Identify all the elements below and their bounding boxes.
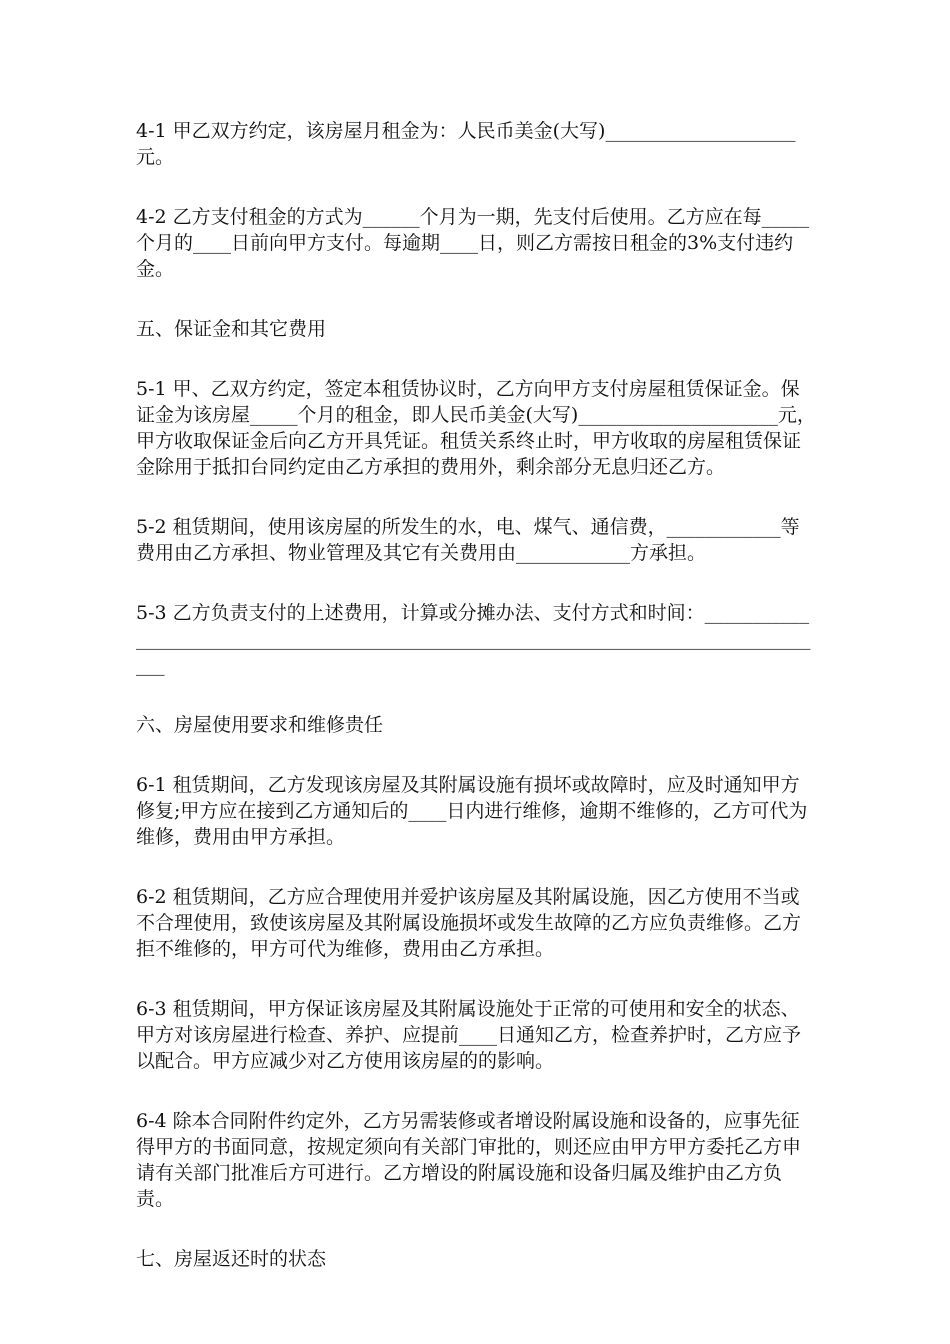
section-heading-5: 五、保证金和其它费用: [136, 318, 327, 340]
clause-5-1: 5-1 甲、乙双方约定，签定本租赁协议时，乙方向甲方支付房屋租赁保证金。保证金为该房屋_____个月的租金，即人民币美金(大写)_____________________元，甲方收取保证金后向乙方开具凭证。租赁关系终止时，甲方收取的房屋租赁保证金除用于抵扣台同约定由乙方承担的费用外，剩余部分无息归还乙方。: [136, 378, 816, 478]
section-heading-7: 七、房屋返还时的状态: [136, 1248, 327, 1270]
document-page: [136, 118, 816, 1306]
clause-6-1: 6-1 租赁期间，乙方发现该房屋及其附属设施有损坏或故障时，应及时通知甲方修复;甲方应在接到乙方通知后的____日内进行维修，逾期不维修的，乙方可代为维修，费用由甲方承担。: [136, 774, 808, 848]
clause-5-2: 5-2 租赁期间，使用该房屋的所发生的水，电、煤气、通信费，____________等费用由乙方承担、物业管理及其它有关费用由____________方承担。: [136, 516, 800, 564]
clause-6-3: 6-3 租赁期间，甲方保证该房屋及其附属设施处于正常的可使用和安全的状态、甲方对该房屋进行检查、养护、应提前____日通知乙方，检查养护时，乙方应予以配合。甲方应减少对乙方使用该房屋的的影响。: [136, 998, 802, 1072]
clause-6-4: 6-4 除本合同附件约定外，乙方另需装修或者增设附属设施和设备的，应事先征得甲方的书面同意，按规定须向有关部门审批的，则还应由甲方甲方委托乙方申请有关部门批准后方可进行。乙方增设的附属设施和设备归属及维护由乙方负责。: [136, 1110, 802, 1210]
clause-5-3: 5-3 乙方负责支付的上述费用，计算或分摊办法、支付方式和时间：_____________________________________________________________________________________: [136, 602, 811, 676]
clause-4-2: 4-2 乙方支付租金的方式为______个月为一期，先支付后使用。乙方应在每_____个月的____日前向甲方支付。每逾期____日，则乙方需按日租金的3%支付违约金。: [136, 206, 810, 280]
clause-4-1: 4-1 甲乙双方约定，该房屋月租金为：人民币美金(大写)____________________元。: [136, 120, 796, 168]
clause-6-2: 6-2 租赁期间，乙方应合理使用并爱护该房屋及其附属设施，因乙方使用不当或不合理使用，致使该房屋及其附属设施损坏或发生故障的乙方应负责维修。乙方拒不维修的，甲方可代为维修，费用由乙方承担。: [136, 886, 802, 960]
section-heading-6: 六、房屋使用要求和维修贵任: [136, 714, 384, 736]
